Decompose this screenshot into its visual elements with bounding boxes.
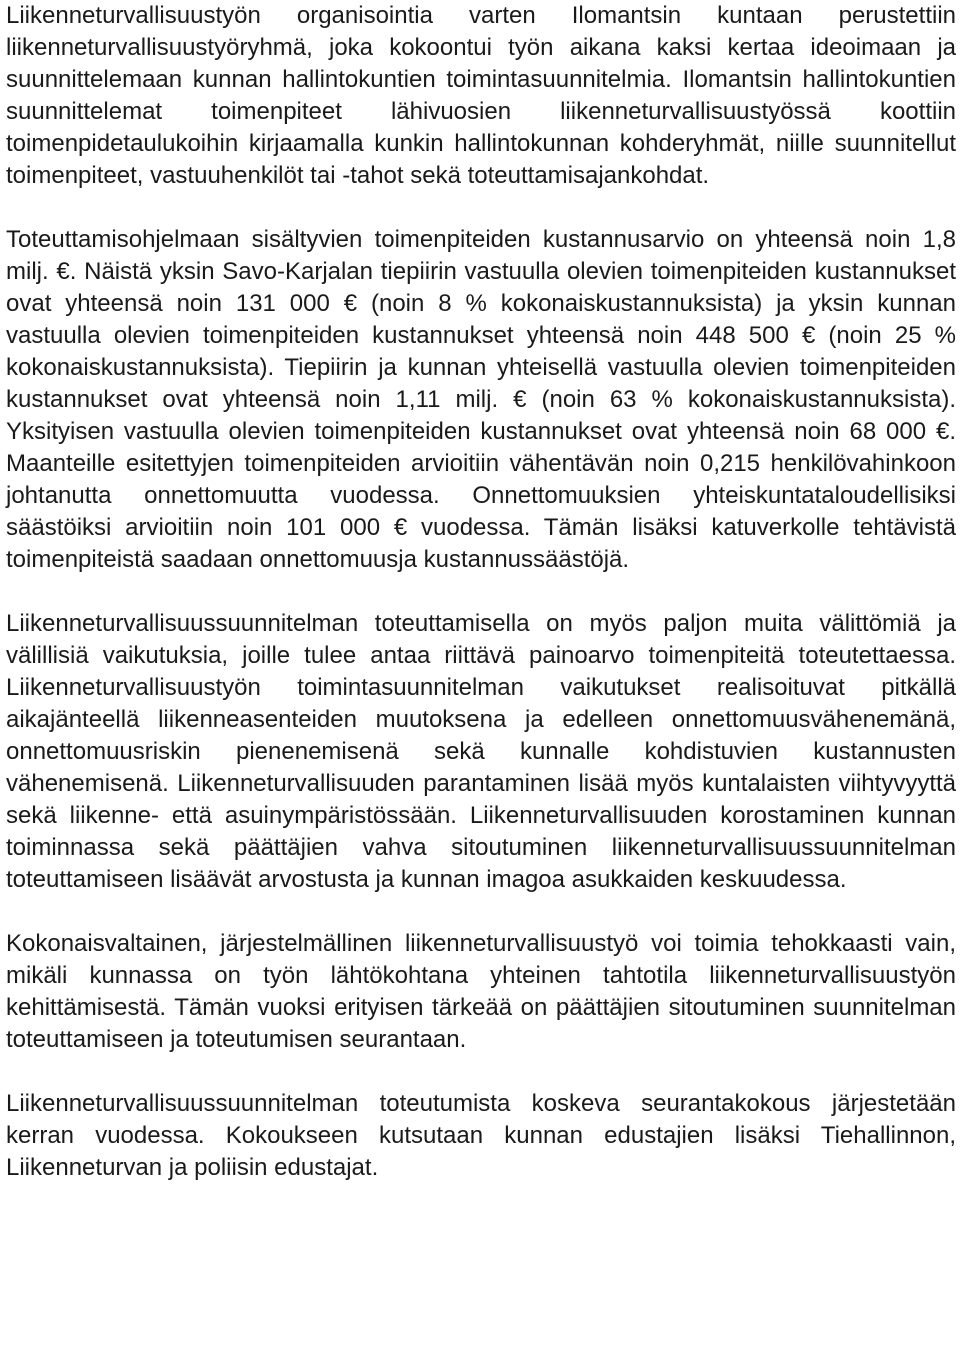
- paragraph-commitment: Kokonaisvaltainen, järjestelmällinen liikenneturvallisuustyö voi toimia tehokkaasti vain, mikäli kunnassa on työn lähtökohtana yhteinen tahtotila liikenneturvallisuustyön kehittämisestä. Tämän vuoksi erityisen tärkeää on päättäjien sitoutuminen suunnitelman toteuttamiseen ja toteutumisen seurantaan.: [6, 930, 956, 1053]
- paragraph-effects: Liikenneturvallisuussuunnitelman toteuttamisella on myös paljon muita välittömiä ja välillisiä vaikutuksia, joille tulee antaa riittävä painoarvo toimenpiteitä toteutettaessa. Liikenneturvallisuustyön toimintasuunnitelman vaikutukset realisoituvat pitkällä aikajänteellä liikenneasenteiden muutoksena ja edelleen onnettomuusvähenemänä, onnettomuusriskin pienenemisenä sekä kunnalle kohdistuvien kustannusten vähenemisenä. Liikenneturvallisuuden parantaminen lisää myös kuntalaisten viihtyvyyttä sekä liikenne- että asuinympäristössään. Liikenneturvallisuuden korostaminen kunnan toiminnassa sekä päättäjien vahva sitoutuminen liikenneturvallisuussuunnitelman toteuttamiseen lisäävät arvostusta ja kunnan imagoa asukkaiden keskuudessa.: [6, 610, 956, 893]
- paragraph-follow-up: Liikenneturvallisuussuunnitelman toteutumista koskeva seurantakokous järjestetään kerran vuodessa. Kokoukseen kutsutaan kunnan edustajien lisäksi Tiehallinnon, Liikenneturvan ja poliisin edustajat.: [6, 1090, 956, 1181]
- paragraph-cost-estimate: Toteuttamisohjelmaan sisältyvien toimenpiteiden kustannusarvio on yhteensä noin 1,8 milj. €. Näistä yksin Savo-Karjalan tiepiirin vastuulla olevien toimenpiteiden kustannukset ovat yhteensä noin 131 000 € (noin 8 % kokonaiskustannuksista) ja yksin kunnan vastuulla olevien toimenpiteiden kustannukset yhteensä noin 448 500 € (noin 25 % kokonaiskustannuksista). Tiepiirin ja kunnan yhteisellä vastuulla olevien toimenpiteiden kustannukset ovat yhteensä noin 1,11 milj. € (noin 63 % kokonaiskustannuksista). Yksityisen vastuulla olevien toimenpiteiden kustannukset ovat yhteensä noin 68 000 €. Maanteille esitettyjen toimenpiteiden arvioitiin vähentävän noin 0,215 henkilövahinkoon johtanutta onnettomuutta vuodessa. Onnettomuuksien yhteiskuntataloudellisiksi säästöiksi arvioitiin noin 101 000 € vuodessa. Tämän lisäksi katuverkolle tehtävistä toimenpiteistä saadaan onnettomuusja kustannussäästöjä.: [6, 226, 956, 573]
- paragraph-organisation: Liikenneturvallisuustyön organisointia varten Ilomantsin kuntaan perustettiin liikenneturvallisuustyöryhmä, joka kokoontui työn aikana kaksi kertaa ideoimaan ja suunnittelemaan kunnan hallintokuntien toimintasuunnitelmia. Ilomantsin hallintokuntien suunnittelemat toimenpiteet lähivuosien liikenneturvallisuustyössä koottiin toimenpidetaulukoihin kirjaamalla kunkin hallintokunnan kohderyhmät, niille suunnitellut toimenpiteet, vastuuhenkilöt tai -tahot sekä toteuttamisajankohdat.: [6, 2, 956, 189]
- document-page: [6, 0, 956, 1184]
